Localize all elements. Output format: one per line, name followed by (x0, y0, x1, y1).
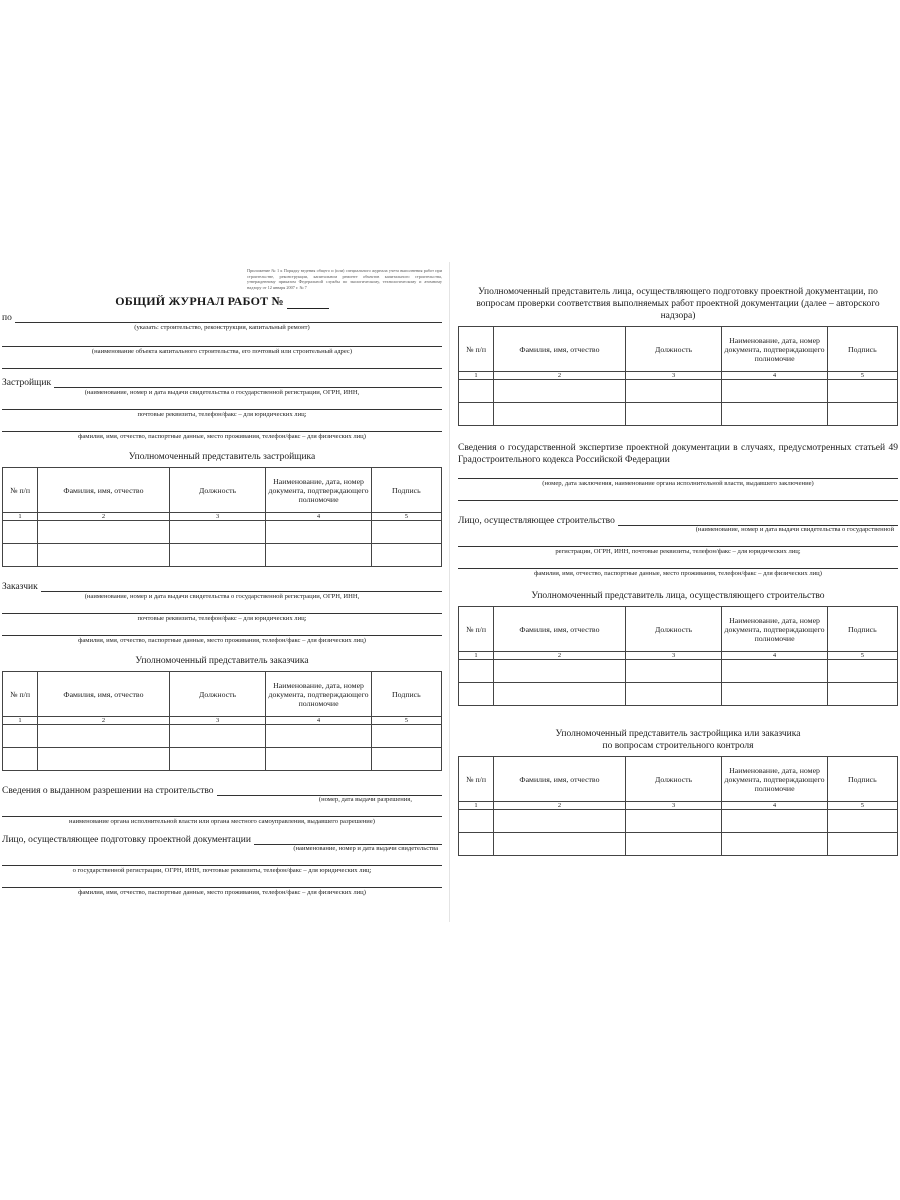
table-cell[interactable] (494, 833, 626, 856)
journal-title-text: ОБЩИЙ ЖУРНАЛ РАБОТ № (115, 294, 284, 309)
table-cell[interactable] (625, 810, 722, 833)
permit-label: Сведения о выданном разрешении на строительство (2, 786, 214, 797)
col-index: 3 (625, 372, 722, 380)
page-fold (449, 262, 450, 922)
table-cell[interactable] (722, 810, 827, 833)
zakaz-field[interactable] (41, 581, 442, 592)
table-number-row (3, 717, 442, 725)
builder-row (458, 515, 898, 526)
expert-field[interactable] (458, 466, 898, 479)
table-cell[interactable] (722, 683, 827, 706)
builder-field[interactable] (618, 515, 898, 526)
table-cell[interactable] (827, 380, 897, 403)
col-fio: Фамилия, имя, отчество (38, 672, 170, 717)
col-index: 2 (38, 717, 170, 725)
table-number-row (459, 802, 898, 810)
table-cell[interactable] (371, 725, 441, 748)
zastr-hint-2: почтовые реквизиты, телефон/факс – для юридических лиц; (137, 411, 307, 419)
table-cell[interactable] (169, 748, 266, 771)
col-number: № п/п (3, 468, 38, 513)
expert-text: Сведения о государственной экспертизе проектной документации в случаях, предусмотренных статьей 49 Градостроительного кодекса Российской Федерации (458, 443, 898, 465)
builder-hint-1: (наименование, номер и дата выдачи свидетельства о государственной (695, 526, 894, 533)
col-position: Должность (169, 672, 266, 717)
proj-hint-3: фамилия, имя, отчество, паспортные данные, место проживания, телефон/факс – для физических лиц) (78, 889, 366, 897)
table-cell[interactable] (371, 748, 441, 771)
col-fio: Фамилия, имя, отчество (494, 757, 626, 802)
journal-title (2, 294, 442, 309)
table-cell[interactable] (625, 403, 722, 426)
col-number: № п/п (459, 607, 494, 652)
builder-label: Лицо, осуществляющее строительство (458, 516, 615, 526)
proj-label: Лицо, осуществляющее подготовку проектной документации (2, 835, 251, 846)
proj-field-2[interactable] (2, 853, 442, 866)
col-document: Наименование, дата, номер документа, подтверждающего полномочие (722, 757, 827, 802)
col-index: 4 (722, 372, 827, 380)
table-cell[interactable] (494, 660, 626, 683)
table-cell[interactable] (459, 403, 494, 426)
proj-field[interactable] (254, 834, 442, 845)
appendix-note: Приложение № 1 к Порядку ведения общего и (или) специального журнала учета выполнения работ при строительстве, реконструкции, капитальном ремонте объектов капитального строительства, утвержденному приказом Федеральной службы по экологическому, технологическому и атомному надзору от 12 января 2007 г. № 7 (247, 268, 442, 290)
zastr-row (2, 377, 442, 388)
zakaz-hint-1: (наименование, номер и дата выдачи свидетельства о государственной регистрации, ОГРН, ИНН, (84, 593, 360, 601)
zastr-field-2[interactable] (2, 397, 442, 410)
col-number: № п/п (459, 757, 494, 802)
col-signature: Подпись (371, 468, 441, 513)
col-index: 3 (169, 717, 266, 725)
table-row (3, 725, 442, 748)
col-fio: Фамилия, имя, отчество (494, 607, 626, 652)
table-cell[interactable] (459, 660, 494, 683)
left-page (2, 268, 442, 897)
col-index: 3 (625, 802, 722, 810)
zastr-field[interactable] (54, 377, 442, 388)
permit-row (2, 785, 442, 796)
control-heading (458, 728, 898, 752)
table-row (459, 683, 898, 706)
builder-field-3[interactable] (458, 556, 898, 569)
table-row (3, 748, 442, 771)
table-header-row (459, 757, 898, 802)
table-cell[interactable] (625, 683, 722, 706)
col-index: 2 (494, 372, 626, 380)
col-document: Наименование, дата, номер документа, подтверждающего полномочие (266, 672, 371, 717)
object-hint: (наименование объекта капитального строительства, его почтовый или строительный адрес) (91, 348, 353, 356)
col-index: 3 (625, 652, 722, 660)
proj-row (2, 834, 442, 845)
table-cell[interactable] (459, 380, 494, 403)
col-index: 4 (266, 717, 371, 725)
col-index: 5 (827, 652, 897, 660)
table-cell[interactable] (494, 683, 626, 706)
zakaz-field-3[interactable] (2, 623, 442, 636)
builder-hint-3: фамилия, имя, отчество, паспортные данные, место проживания, телефон/факс – для физических лиц) (534, 570, 822, 577)
table-cell[interactable] (625, 380, 722, 403)
po-label: по (2, 313, 12, 324)
builder-field-2[interactable] (458, 534, 898, 547)
table-cell[interactable] (3, 521, 38, 544)
col-signature: Подпись (827, 607, 897, 652)
table-row (3, 521, 442, 544)
table-cell[interactable] (459, 810, 494, 833)
rep-builder-heading: Уполномоченный представитель лица, осуществляющего строительство (531, 591, 825, 601)
col-index: 2 (494, 652, 626, 660)
col-document: Наименование, дата, номер документа, подтверждающего полномочие (266, 468, 371, 513)
table-cell[interactable] (371, 521, 441, 544)
zakaz-label: Заказчик (2, 582, 38, 593)
col-index: 5 (371, 513, 441, 521)
col-index: 5 (827, 802, 897, 810)
col-index: 2 (38, 513, 170, 521)
zakaz-hint-3: фамилия, имя, отчество, паспортные данные, место проживания, телефон/факс – для физических лиц) (78, 637, 366, 645)
col-position: Должность (169, 468, 266, 513)
zastr-field-3[interactable] (2, 419, 442, 432)
table-cell[interactable] (371, 544, 441, 567)
zakaz-hint-2: почтовые реквизиты, телефон/факс – для юридических лиц; (137, 615, 307, 623)
table-cell[interactable] (625, 833, 722, 856)
col-number: № п/п (3, 672, 38, 717)
permit-field[interactable] (217, 785, 442, 796)
po-hint: (указать: строительство, реконструкция, капитальный ремонт) (134, 324, 310, 332)
col-signature: Подпись (371, 672, 441, 717)
table-cell[interactable] (827, 833, 897, 856)
table-cell[interactable] (722, 660, 827, 683)
col-index: 1 (459, 802, 494, 810)
table-number-row (3, 513, 442, 521)
rep-builder-table (458, 606, 898, 706)
col-index: 1 (3, 717, 38, 725)
table-cell[interactable] (3, 748, 38, 771)
po-row (2, 312, 442, 323)
table-header-row (459, 607, 898, 652)
right-page (458, 286, 898, 856)
col-document: Наименование, дата, номер документа, подтверждающего полномочие (722, 327, 827, 372)
table-cell[interactable] (459, 683, 494, 706)
builder-hint-2: регистрации, ОГРН, ИНН, почтовые реквизиты, телефон/факс – для юридических лиц; (555, 548, 801, 555)
col-index: 4 (722, 652, 827, 660)
table-cell[interactable] (3, 725, 38, 748)
table-number-row (459, 372, 898, 380)
table-row (3, 544, 442, 567)
table-cell[interactable] (459, 833, 494, 856)
table-cell[interactable] (827, 660, 897, 683)
rep-zastr-heading: Уполномоченный представитель застройщика (128, 452, 316, 463)
zakaz-field-2[interactable] (2, 601, 442, 614)
expert-hint: (номер, дата заключения, наименование органа исполнительной власти, выдавшего заключение) (542, 480, 814, 487)
table-row (459, 810, 898, 833)
proj-field-3[interactable] (2, 875, 442, 888)
table-cell[interactable] (827, 403, 897, 426)
proj-hint-1: (наименование, номер и дата выдачи свидетельства (293, 845, 438, 853)
control-table (458, 756, 898, 856)
table-cell[interactable] (494, 810, 626, 833)
col-index: 4 (266, 513, 371, 521)
author-heading: Уполномоченный представитель лица, осуществляющего подготовку проектной документации, по вопросам проверки соответствия выполняемых работ проектной документации (далее – авторского надзора) (476, 287, 880, 321)
permit-hint-2: наименование органа исполнительной власти или органа местного самоуправления, выдавшего разрешение) (69, 818, 375, 826)
proj-hint-2: о государственной регистрации, ОГРН, ИНН, почтовые реквизиты, телефон/факс – для юридических лиц; (72, 867, 372, 875)
table-row (459, 660, 898, 683)
col-index: 5 (827, 372, 897, 380)
table-cell[interactable] (266, 748, 371, 771)
col-number: № п/п (459, 327, 494, 372)
table-header-row (459, 327, 898, 372)
journal-number-field[interactable] (287, 298, 329, 309)
table-cell[interactable] (722, 833, 827, 856)
table-cell[interactable] (722, 403, 827, 426)
object-field-2[interactable] (2, 356, 442, 369)
control-heading-line-2: по вопросам строительного контроля (602, 741, 754, 751)
col-index: 1 (459, 652, 494, 660)
table-cell[interactable] (38, 748, 170, 771)
permit-hint-1: (номер, дата выдачи разрешения, (318, 796, 412, 804)
table-row (459, 833, 898, 856)
table-cell[interactable] (38, 521, 170, 544)
rep-zakaz-table (2, 671, 442, 771)
zakaz-row (2, 581, 442, 592)
table-cell[interactable] (169, 725, 266, 748)
col-index: 1 (3, 513, 38, 521)
col-fio: Фамилия, имя, отчество (38, 468, 170, 513)
po-field[interactable] (15, 312, 442, 323)
table-cell[interactable] (169, 521, 266, 544)
table-cell[interactable] (3, 544, 38, 567)
col-document: Наименование, дата, номер документа, подтверждающего полномочие (722, 607, 827, 652)
table-cell[interactable] (827, 810, 897, 833)
table-cell[interactable] (722, 380, 827, 403)
col-position: Должность (625, 327, 722, 372)
table-row (459, 380, 898, 403)
table-cell[interactable] (827, 683, 897, 706)
object-field[interactable] (2, 332, 442, 347)
permit-field-2[interactable] (2, 804, 442, 817)
table-cell[interactable] (266, 521, 371, 544)
table-cell[interactable] (38, 725, 170, 748)
col-index: 1 (459, 372, 494, 380)
zastr-label: Застройщик (2, 378, 52, 389)
col-signature: Подпись (827, 327, 897, 372)
col-fio: Фамилия, имя, отчество (494, 327, 626, 372)
col-index: 5 (371, 717, 441, 725)
table-row (459, 403, 898, 426)
table-cell[interactable] (494, 380, 626, 403)
table-cell[interactable] (625, 660, 722, 683)
col-index: 3 (169, 513, 266, 521)
col-position: Должность (625, 607, 722, 652)
table-cell[interactable] (266, 544, 371, 567)
table-header-row (3, 468, 442, 513)
table-cell[interactable] (169, 544, 266, 567)
table-header-row (3, 672, 442, 717)
zastr-hint-3: фамилия, имя, отчество, паспортные данные, место проживания, телефон/факс – для физических лиц) (78, 433, 366, 441)
table-cell[interactable] (266, 725, 371, 748)
author-table (458, 326, 898, 426)
col-index: 4 (722, 802, 827, 810)
col-position: Должность (625, 757, 722, 802)
rep-zastr-table (2, 467, 442, 567)
expert-field-2[interactable] (458, 488, 898, 501)
col-index: 2 (494, 802, 626, 810)
table-number-row (459, 652, 898, 660)
rep-zakaz-heading: Уполномоченный представитель заказчика (135, 656, 309, 667)
table-cell[interactable] (494, 403, 626, 426)
table-cell[interactable] (38, 544, 170, 567)
zastr-hint-1: (наименование, номер и дата выдачи свидетельства о государственной регистрации, ОГРН, ИНН, (84, 389, 360, 397)
control-heading-line-1: Уполномоченный представитель застройщика или заказчика (555, 729, 801, 739)
col-signature: Подпись (827, 757, 897, 802)
